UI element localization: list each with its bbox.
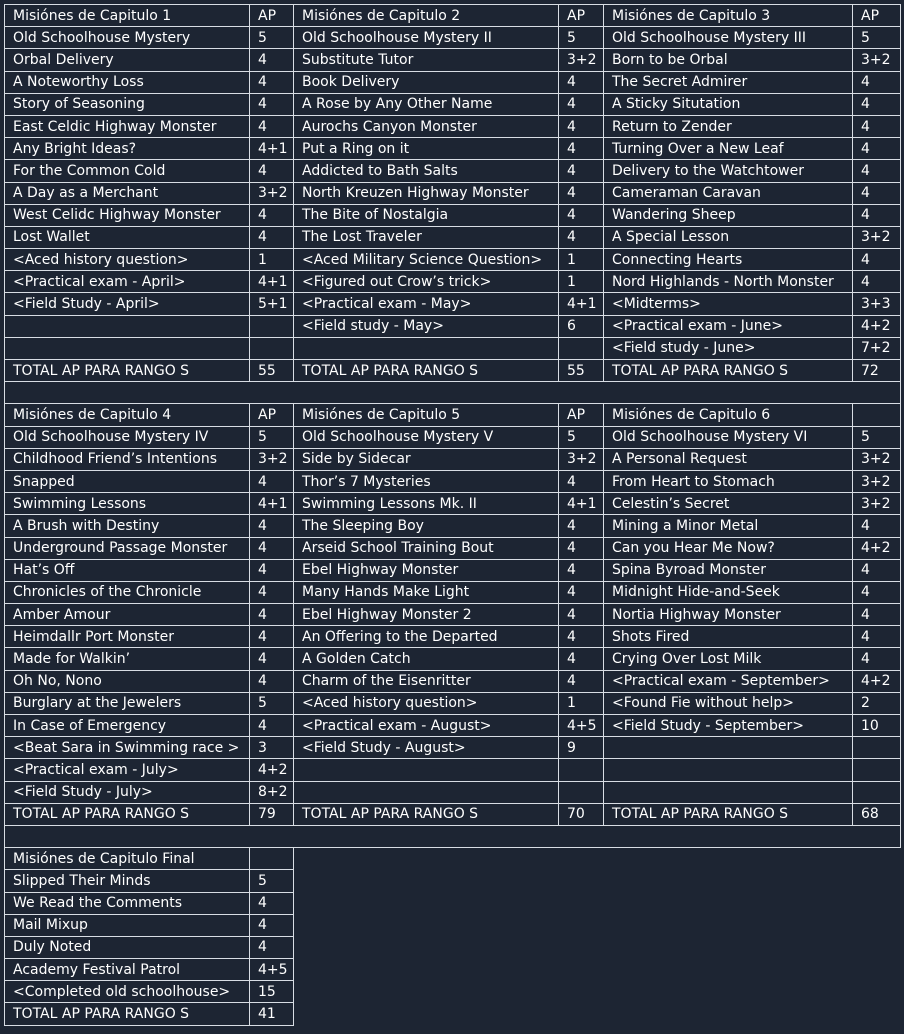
mission-name: The Sleeping Boy — [294, 515, 559, 537]
mission-ap: 4+2 — [853, 670, 901, 692]
mission-ap: 4 — [250, 49, 294, 71]
section-spacer — [5, 382, 901, 404]
final-mission-row — [5, 959, 901, 981]
mission-ap: 3+2 — [559, 49, 604, 71]
mission-name — [604, 737, 853, 759]
mission-row — [5, 93, 901, 115]
mission-name: Turning Over a New Leaf — [604, 138, 853, 160]
mission-ap: 4 — [853, 515, 901, 537]
mission-name: <Aced history question> — [294, 692, 559, 714]
mission-row — [5, 293, 901, 315]
mission-ap — [250, 337, 294, 359]
mission-name: For the Common Cold — [5, 160, 250, 182]
total-ap: 72 — [853, 360, 901, 382]
mission-name: Arseid School Training Bout — [294, 537, 559, 559]
mission-ap: 3+2 — [853, 49, 901, 71]
chapter-title: Misiónes de Capitulo 4 — [5, 404, 250, 426]
mission-name: Wandering Sheep — [604, 204, 853, 226]
total-ap: 55 — [250, 360, 294, 382]
mission-ap: 4 — [250, 115, 294, 137]
total-label: TOTAL AP PARA RANGO S — [5, 360, 250, 382]
empty-area — [294, 848, 901, 870]
mission-name — [294, 759, 559, 781]
mission-ap: 4 — [250, 936, 294, 958]
mission-row — [5, 71, 901, 93]
mission-ap: 4 — [559, 626, 604, 648]
chapter-header-row — [5, 5, 901, 27]
mission-ap: 4 — [250, 670, 294, 692]
mission-row — [5, 515, 901, 537]
mission-ap: 4 — [250, 604, 294, 626]
mission-name: We Read the Comments — [5, 892, 250, 914]
mission-row — [5, 49, 901, 71]
mission-name: <Field Study - August> — [294, 737, 559, 759]
mission-name: Old Schoolhouse Mystery — [5, 27, 250, 49]
mission-ap: 3 — [250, 737, 294, 759]
mission-name — [5, 337, 250, 359]
mission-row — [5, 670, 901, 692]
chapter-title: Misiónes de Capitulo 2 — [294, 5, 559, 27]
mission-ap: 4 — [559, 115, 604, 137]
mission-name: Delivery to the Watchtower — [604, 160, 853, 182]
mission-name: Old Schoolhouse Mystery III — [604, 27, 853, 49]
mission-ap: 2 — [853, 692, 901, 714]
mission-name: <Practical exam - September> — [604, 670, 853, 692]
mission-ap: 4+1 — [559, 293, 604, 315]
mission-ap — [853, 759, 901, 781]
mission-row — [5, 493, 901, 515]
mission-name: A Personal Request — [604, 448, 853, 470]
mission-row — [5, 537, 901, 559]
mission-name: Born to be Orbal — [604, 49, 853, 71]
mission-ap: 7+2 — [853, 337, 901, 359]
mission-ap: 3+2 — [853, 470, 901, 492]
mission-ap — [559, 337, 604, 359]
mission-name: <Practical exam - June> — [604, 315, 853, 337]
chapter-title: Misiónes de Capitulo 1 — [5, 5, 250, 27]
mission-name: <Practical exam - May> — [294, 293, 559, 315]
mission-name: Connecting Hearts — [604, 249, 853, 271]
mission-ap: 3+2 — [853, 448, 901, 470]
mission-name — [604, 781, 853, 803]
mission-name: <Aced Military Science Question> — [294, 249, 559, 271]
mission-row — [5, 160, 901, 182]
mission-name: <Figured out Crow’s trick> — [294, 271, 559, 293]
mission-ap: 5 — [853, 426, 901, 448]
ap-column-header — [250, 848, 294, 870]
mission-ap: 4 — [250, 93, 294, 115]
mission-name: <Found Fie without help> — [604, 692, 853, 714]
mission-row — [5, 626, 901, 648]
mission-row — [5, 781, 901, 803]
empty-area — [294, 981, 901, 1003]
mission-ap: 4 — [853, 604, 901, 626]
mission-row — [5, 581, 901, 603]
mission-name: Nortia Highway Monster — [604, 604, 853, 626]
total-ap: 41 — [250, 1003, 294, 1025]
mission-ap: 10 — [853, 715, 901, 737]
mission-ap: 1 — [559, 692, 604, 714]
mission-name: Swimming Lessons — [5, 493, 250, 515]
total-ap: 70 — [559, 803, 604, 825]
mission-name: Swimming Lessons Mk. II — [294, 493, 559, 515]
mission-name: <Field Study - July> — [5, 781, 250, 803]
mission-ap: 4 — [250, 226, 294, 248]
mission-ap: 4 — [250, 914, 294, 936]
mission-name: Spina Byroad Monster — [604, 559, 853, 581]
chapter-title: Misiónes de Capitulo 6 — [604, 404, 853, 426]
mission-name: Ebel Highway Monster — [294, 559, 559, 581]
ap-column-header: AP — [559, 5, 604, 27]
mission-ap: 4 — [559, 559, 604, 581]
mission-ap: 4 — [559, 670, 604, 692]
mission-name: East Celdic Highway Monster — [5, 115, 250, 137]
mission-ap: 4 — [559, 93, 604, 115]
mission-name: Put a Ring on it — [294, 138, 559, 160]
mission-ap: 4 — [853, 204, 901, 226]
mission-name: Academy Festival Patrol — [5, 959, 250, 981]
mission-row — [5, 448, 901, 470]
mission-ap: 4 — [250, 892, 294, 914]
mission-name: A Noteworthy Loss — [5, 71, 250, 93]
chapter-title: Misiónes de Capitulo 5 — [294, 404, 559, 426]
mission-name: <Midterms> — [604, 293, 853, 315]
mission-ap: 4 — [559, 648, 604, 670]
mission-ap: 4+2 — [853, 315, 901, 337]
mission-ap: 4 — [853, 271, 901, 293]
mission-name: Snapped — [5, 470, 250, 492]
total-label: TOTAL AP PARA RANGO S — [604, 803, 853, 825]
mission-row — [5, 648, 901, 670]
mission-name: <Beat Sara in Swimming race > — [5, 737, 250, 759]
mission-ap — [853, 737, 901, 759]
mission-ap: 4+1 — [250, 138, 294, 160]
mission-row — [5, 226, 901, 248]
mission-name: <Field study - June> — [604, 337, 853, 359]
mission-ap — [559, 759, 604, 781]
mission-name: Many Hands Make Light — [294, 581, 559, 603]
mission-name: Side by Sidecar — [294, 448, 559, 470]
mission-ap: 5 — [250, 692, 294, 714]
final-header-row — [5, 848, 901, 870]
mission-name: Addicted to Bath Salts — [294, 160, 559, 182]
mission-name: Orbal Delivery — [5, 49, 250, 71]
mission-name: Old Schoolhouse Mystery VI — [604, 426, 853, 448]
total-label: TOTAL AP PARA RANGO S — [5, 803, 250, 825]
mission-ap: 4 — [250, 71, 294, 93]
mission-ap: 4 — [559, 226, 604, 248]
mission-name: Underground Passage Monster — [5, 537, 250, 559]
total-row — [5, 803, 901, 825]
mission-ap: 4 — [250, 581, 294, 603]
mission-ap: 4 — [559, 604, 604, 626]
mission-ap: 4 — [559, 182, 604, 204]
mission-ap: 4 — [250, 204, 294, 226]
mission-name: Old Schoolhouse Mystery II — [294, 27, 559, 49]
total-ap: 68 — [853, 803, 901, 825]
empty-area — [294, 870, 901, 892]
empty-area — [294, 892, 901, 914]
mission-name: Cameraman Caravan — [604, 182, 853, 204]
mission-ap: 3+2 — [559, 448, 604, 470]
mission-name: <Practical exam - August> — [294, 715, 559, 737]
empty-area — [294, 936, 901, 958]
ap-column-header: AP — [853, 5, 901, 27]
mission-name: Old Schoolhouse Mystery IV — [5, 426, 250, 448]
mission-row — [5, 692, 901, 714]
mission-ap: 4 — [250, 515, 294, 537]
mission-name: A Rose by Any Other Name — [294, 93, 559, 115]
mission-ap: 4+5 — [250, 959, 294, 981]
total-label: TOTAL AP PARA RANGO S — [604, 360, 853, 382]
mission-name: Childhood Friend’s Intentions — [5, 448, 250, 470]
mission-name: From Heart to Stomach — [604, 470, 853, 492]
mission-name — [294, 337, 559, 359]
mission-name: Hat’s Off — [5, 559, 250, 581]
mission-name: A Brush with Destiny — [5, 515, 250, 537]
mission-ap: 1 — [559, 271, 604, 293]
mission-ap: 4 — [559, 204, 604, 226]
mission-name: Return to Zender — [604, 115, 853, 137]
mission-name: Duly Noted — [5, 936, 250, 958]
mission-ap: 4 — [853, 138, 901, 160]
mission-name: Chronicles of the Chronicle — [5, 581, 250, 603]
spacer-cell — [5, 382, 901, 404]
mission-ap: 5 — [250, 870, 294, 892]
mission-ap: 3+2 — [250, 448, 294, 470]
mission-ap: 4+1 — [250, 271, 294, 293]
quest-ap-table — [4, 4, 901, 1026]
mission-name: <Practical exam - July> — [5, 759, 250, 781]
mission-name: Crying Over Lost Milk — [604, 648, 853, 670]
mission-ap: 4 — [559, 138, 604, 160]
mission-row — [5, 204, 901, 226]
mission-name: <Field Study - September> — [604, 715, 853, 737]
mission-ap: 4+2 — [250, 759, 294, 781]
mission-name: An Offering to the Departed — [294, 626, 559, 648]
mission-name: A Golden Catch — [294, 648, 559, 670]
mission-name: North Kreuzen Highway Monster — [294, 182, 559, 204]
mission-name: <Field study - May> — [294, 315, 559, 337]
mission-name: Substitute Tutor — [294, 49, 559, 71]
final-mission-row — [5, 936, 901, 958]
empty-area — [294, 1003, 901, 1025]
mission-name: A Sticky Situtation — [604, 93, 853, 115]
total-label: TOTAL AP PARA RANGO S — [5, 1003, 250, 1025]
chapter-title: Misiónes de Capitulo 3 — [604, 5, 853, 27]
mission-name: Mail Mixup — [5, 914, 250, 936]
mission-ap: 4+5 — [559, 715, 604, 737]
mission-name: Made for Walkin’ — [5, 648, 250, 670]
mission-ap: 4 — [853, 648, 901, 670]
mission-name: The Bite of Nostalgia — [294, 204, 559, 226]
mission-name: <Field Study - April> — [5, 293, 250, 315]
final-mission-row — [5, 981, 901, 1003]
mission-ap — [250, 315, 294, 337]
mission-ap: 5+1 — [250, 293, 294, 315]
mission-name — [294, 781, 559, 803]
ap-column-header: AP — [250, 5, 294, 27]
mission-ap: 4 — [250, 626, 294, 648]
mission-ap: 1 — [250, 249, 294, 271]
mission-name: <Aced history question> — [5, 249, 250, 271]
mission-ap: 4 — [559, 581, 604, 603]
mission-ap: 4 — [853, 581, 901, 603]
mission-name: Midnight Hide-and-Seek — [604, 581, 853, 603]
mission-row — [5, 115, 901, 137]
mission-ap: 4 — [559, 160, 604, 182]
mission-ap: 5 — [250, 426, 294, 448]
mission-ap: 1 — [559, 249, 604, 271]
mission-name: Story of Seasoning — [5, 93, 250, 115]
mission-row — [5, 271, 901, 293]
mission-ap: 4 — [853, 626, 901, 648]
mission-name: Slipped Their Minds — [5, 870, 250, 892]
mission-ap: 4 — [250, 537, 294, 559]
empty-area — [294, 959, 901, 981]
mission-row — [5, 249, 901, 271]
mission-ap: 3+2 — [853, 493, 901, 515]
mission-row — [5, 315, 901, 337]
mission-name: Thor’s 7 Mysteries — [294, 470, 559, 492]
mission-row — [5, 27, 901, 49]
mission-name: Charm of the Eisenritter — [294, 670, 559, 692]
mission-row — [5, 604, 901, 626]
mission-name: <Completed old schoolhouse> — [5, 981, 250, 1003]
mission-name: Nord Highlands - North Monster — [604, 271, 853, 293]
mission-ap: 4 — [853, 115, 901, 137]
mission-name: West Celidc Highway Monster — [5, 204, 250, 226]
mission-ap: 5 — [853, 27, 901, 49]
mission-name — [5, 315, 250, 337]
mission-ap: 4+1 — [250, 493, 294, 515]
ap-column-header: AP — [250, 404, 294, 426]
mission-name: Any Bright Ideas? — [5, 138, 250, 160]
mission-ap: 4 — [853, 93, 901, 115]
mission-ap: 3+2 — [853, 226, 901, 248]
mission-ap: 4 — [559, 71, 604, 93]
total-label: TOTAL AP PARA RANGO S — [294, 803, 559, 825]
mission-ap: 3+3 — [853, 293, 901, 315]
mission-ap: 4 — [853, 559, 901, 581]
total-ap: 55 — [559, 360, 604, 382]
mission-name: Aurochs Canyon Monster — [294, 115, 559, 137]
mission-name: A Day as a Merchant — [5, 182, 250, 204]
mission-ap — [853, 781, 901, 803]
mission-name: Burglary at the Jewelers — [5, 692, 250, 714]
mission-row — [5, 559, 901, 581]
mission-ap: 4 — [559, 470, 604, 492]
mission-ap: 4 — [250, 559, 294, 581]
chapter-title: Misiónes de Capitulo Final — [5, 848, 250, 870]
mission-row — [5, 138, 901, 160]
final-mission-row — [5, 870, 901, 892]
mission-row — [5, 337, 901, 359]
final-mission-row — [5, 892, 901, 914]
chapter-header-row — [5, 404, 901, 426]
mission-ap: 4 — [853, 160, 901, 182]
mission-name: Old Schoolhouse Mystery V — [294, 426, 559, 448]
mission-ap: 4 — [250, 715, 294, 737]
mission-name: Oh No, Nono — [5, 670, 250, 692]
mission-name: Can you Hear Me Now? — [604, 537, 853, 559]
mission-ap: 4 — [250, 160, 294, 182]
mission-name: Celestin’s Secret — [604, 493, 853, 515]
mission-ap: 9 — [559, 737, 604, 759]
section-spacer — [5, 825, 901, 847]
mission-ap: 15 — [250, 981, 294, 1003]
ap-column-header — [853, 404, 901, 426]
ap-column-header: AP — [559, 404, 604, 426]
total-label: TOTAL AP PARA RANGO S — [294, 360, 559, 382]
mission-ap: 4 — [250, 470, 294, 492]
empty-area — [294, 914, 901, 936]
mission-name: Heimdallr Port Monster — [5, 626, 250, 648]
mission-name: Ebel Highway Monster 2 — [294, 604, 559, 626]
mission-ap — [559, 781, 604, 803]
mission-row — [5, 182, 901, 204]
mission-row — [5, 759, 901, 781]
mission-ap: 4 — [559, 515, 604, 537]
mission-name: <Practical exam - April> — [5, 271, 250, 293]
mission-row — [5, 426, 901, 448]
mission-row — [5, 470, 901, 492]
mission-ap: 5 — [250, 27, 294, 49]
mission-ap: 3+2 — [250, 182, 294, 204]
mission-ap: 8+2 — [250, 781, 294, 803]
mission-name: Amber Amour — [5, 604, 250, 626]
mission-name: Lost Wallet — [5, 226, 250, 248]
total-row — [5, 360, 901, 382]
mission-ap: 4 — [250, 648, 294, 670]
mission-ap: 5 — [559, 27, 604, 49]
mission-ap: 4 — [853, 249, 901, 271]
final-total-row — [5, 1003, 901, 1025]
mission-ap: 4+1 — [559, 493, 604, 515]
mission-name: The Secret Admirer — [604, 71, 853, 93]
total-ap: 79 — [250, 803, 294, 825]
final-mission-row — [5, 914, 901, 936]
mission-name: A Special Lesson — [604, 226, 853, 248]
mission-ap: 4 — [853, 71, 901, 93]
mission-name: Shots Fired — [604, 626, 853, 648]
mission-ap: 5 — [559, 426, 604, 448]
mission-ap: 4+2 — [853, 537, 901, 559]
mission-name — [604, 759, 853, 781]
mission-ap: 4 — [559, 537, 604, 559]
mission-ap: 6 — [559, 315, 604, 337]
mission-ap: 4 — [853, 182, 901, 204]
mission-name: The Lost Traveler — [294, 226, 559, 248]
mission-name: Mining a Minor Metal — [604, 515, 853, 537]
mission-name: Book Delivery — [294, 71, 559, 93]
mission-name: In Case of Emergency — [5, 715, 250, 737]
mission-row — [5, 737, 901, 759]
spacer-cell — [5, 825, 901, 847]
mission-row — [5, 715, 901, 737]
